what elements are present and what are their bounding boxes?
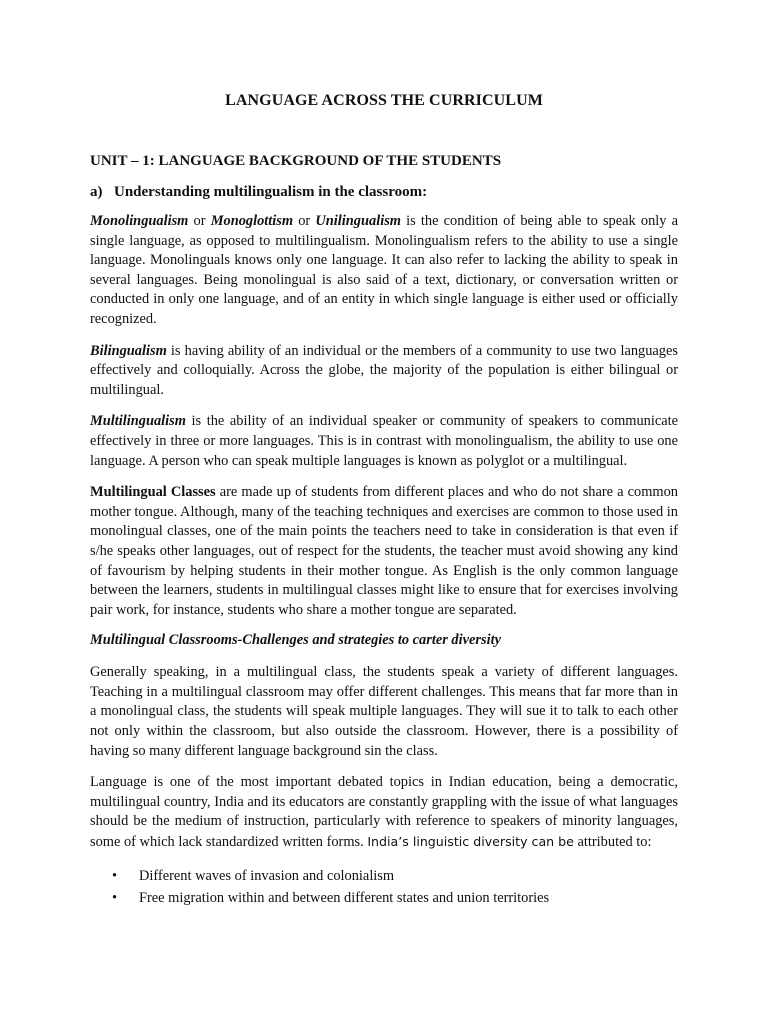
- paragraph-multilingualism: [90, 412, 678, 471]
- section-marker: a): [90, 184, 103, 200]
- paragraph-generally-speaking: Generally speaking, in a multilingual class, the students speak a variety of different languages. Teaching in a multilingual classroom may offer different challenges. This means that far more than in a monolingual class, the students will speak multiple languages. They will sue it to talk to each other not only within the classroom, but also outside the classroom. However, there is a possibility of having so many different language background sin the class.: [90, 664, 678, 759]
- paragraph-body: is the condition of being able to speak only a single language, as opposed to multilingualism. Monolingualism refers to the ability to use a single language. Monolinguals knows only one language. It can also refer to lacking the ability to speak in several languages. Being monolingual is also said of a text, dictionary, or conversation written or conducted in only one language, and of an entity in which single language is either used or officially recognized.: [90, 213, 679, 327]
- list-item-text: Different waves of invasion and colonialism: [139, 867, 395, 884]
- section-heading-a: [90, 184, 678, 201]
- subheading-challenges: Multilingual Classrooms-Challenges and strategies to carter diversity: [90, 632, 501, 649]
- term-multilingual-classes: Multilingual Classes: [90, 484, 216, 501]
- paragraph-language-debate: [90, 773, 678, 852]
- list-item-text: Free migration within and between different states and union territories: [139, 889, 550, 906]
- document-title: LANGUAGE ACROSS THE CURRICULUM: [225, 92, 543, 109]
- paragraph-monolingualism: [90, 212, 678, 330]
- bullet-list: [90, 865, 678, 909]
- paragraph-body: is having ability of an individual or the members of a community to use two languages effectively and colloquially. Across the globe, the majority of the population is either bilingual or multilingual.: [90, 342, 678, 398]
- bullet-icon: •: [112, 867, 118, 884]
- paragraph-tail: India’s linguistic diversity can be: [367, 834, 574, 850]
- paragraph-multilingual-classes: [90, 483, 678, 620]
- paragraph-body: Language is one of the most important debated topics in Indian education, being a democratic, multilingual country, India and its educators are constantly grappling with the issue of what languages should be the medium of instruction, particularly with reference to speakers of minority languages, some of which lack standardized written forms.: [90, 774, 678, 851]
- paragraph-body: are made up of students from different places and who do not share a common mother tongue. Although, many of the teaching techniques and exercises are common to those used in monolingual classes, one of the main points the teachers need to take in consideration is that even if s/he speaks other languages, out of respect for the students, the teacher must avoid showing any kind of favourism by helping students in their mother tongue. As English is the only common language between the learners, students in multilingual classes might like to ensure that for exercises involving pair work, for instance, students who share a mother tongue are separated.: [90, 484, 678, 618]
- term-monoglottism: Monoglottism: [210, 213, 294, 229]
- list-item: [112, 887, 678, 909]
- term-multilingualism: Multilingualism: [90, 413, 186, 430]
- term-bilingualism: Bilingualism: [90, 342, 167, 359]
- unit-heading: UNIT – 1: LANGUAGE BACKGROUND OF THE STUDENTS: [90, 153, 502, 169]
- bullet-icon: •: [112, 889, 118, 906]
- term-unilingualism: Unilingualism: [315, 213, 401, 229]
- list-item: [112, 865, 678, 887]
- paragraph-body: is the ability of an individual speaker or community of speakers to communicate effectively in three or more languages. This is in contrast with monolingualism, the ability to use one language. A person who can speak multiple languages is known as polyglot or a multilingual.: [90, 413, 678, 469]
- paragraph-end: attributed to:: [573, 834, 652, 851]
- term-monolingualism: Monolingualism: [90, 213, 189, 229]
- conjunction-or-1: or: [188, 213, 211, 229]
- paragraph-bilingualism: [90, 342, 678, 401]
- conjunction-or-2: or: [293, 213, 316, 229]
- section-heading-text: Understanding multilingualism in the classroom:: [114, 184, 428, 200]
